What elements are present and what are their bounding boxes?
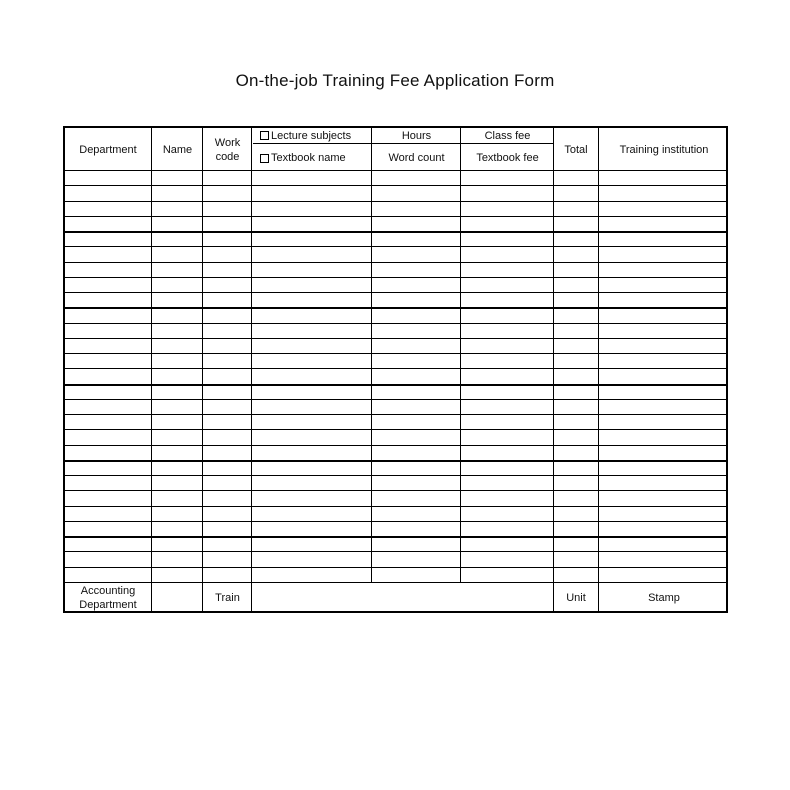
row-rule	[65, 551, 728, 552]
footer-stamp: Stamp	[648, 592, 680, 604]
lecture-subjects-option[interactable]	[253, 128, 371, 143]
form-title: On-the-job Training Fee Application Form	[235, 71, 555, 90]
footer-accounting-line2: Department	[79, 599, 137, 611]
footer-accounting-department	[65, 583, 151, 613]
column-divider	[460, 128, 461, 582]
row-group-rule	[65, 384, 728, 386]
header-department: Department	[79, 143, 137, 156]
footer-accounting-signature[interactable]	[153, 583, 202, 613]
row-rule	[65, 475, 728, 476]
row-rule	[65, 368, 728, 369]
row-rule	[65, 414, 728, 415]
header-work-code	[204, 128, 251, 171]
row-rule	[65, 490, 728, 491]
row-rule	[65, 201, 728, 202]
lecture-subjects-checkbox[interactable]	[260, 131, 269, 140]
row-rule	[65, 506, 728, 507]
footer-train-value[interactable]	[253, 583, 553, 613]
row-rule	[65, 399, 728, 400]
row-rule	[65, 338, 728, 339]
header-subdivider	[253, 143, 553, 144]
header-total: Total	[564, 143, 588, 156]
row-rule	[65, 262, 728, 263]
header-bottom-rule	[65, 170, 728, 171]
row-group-rule	[65, 231, 728, 233]
lecture-subjects-label: Lecture subjects	[271, 129, 352, 142]
textbook-name-label: Textbook name	[271, 152, 346, 164]
row-rule	[65, 216, 728, 217]
row-group-rule	[65, 460, 728, 462]
row-group-rule	[65, 307, 728, 309]
row-rule	[65, 292, 728, 293]
header-training-institution: Training institution	[619, 143, 709, 156]
row-rule	[65, 185, 728, 186]
header-hours: Hours	[401, 129, 432, 142]
training-fee-form-table	[63, 126, 728, 613]
row-rule	[65, 353, 728, 354]
textbook-name-option[interactable]	[253, 145, 371, 171]
row-rule	[65, 277, 728, 278]
row-group-rule	[65, 536, 728, 538]
footer-train: Train	[215, 592, 240, 604]
header-work-code-line2: code	[215, 150, 240, 163]
row-rule	[65, 246, 728, 247]
header-word-count: Word count	[388, 152, 445, 164]
row-rule	[65, 567, 728, 568]
footer-top-rule	[65, 582, 728, 583]
header-work-code-line1: Work	[214, 136, 241, 149]
footer-accounting-line1: Accounting	[80, 585, 136, 597]
row-rule	[65, 323, 728, 324]
row-rule	[65, 445, 728, 446]
textbook-name-checkbox[interactable]	[260, 154, 269, 163]
header-class-fee: Class fee	[484, 129, 531, 142]
header-name: Name	[162, 143, 193, 156]
header-textbook-fee: Textbook fee	[476, 152, 539, 164]
footer-unit: Unit	[566, 592, 586, 604]
row-rule	[65, 521, 728, 522]
column-divider	[371, 128, 372, 582]
row-rule	[65, 429, 728, 430]
